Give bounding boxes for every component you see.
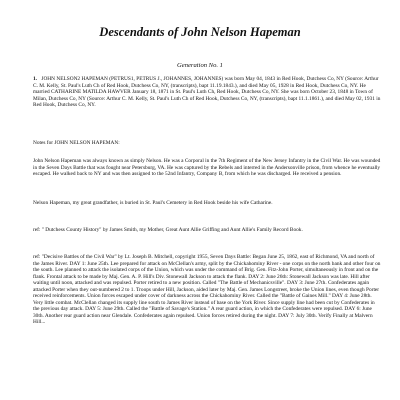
entry-number: 1. xyxy=(33,76,38,82)
reference-2-text: ref: "Decisive Battles of the Civil War" by Lt. Joseph B. Mitchell, copyright 1955, Seven Days Battle: Began June 25, 1862, east of Richmond, VA and north of the James River. DAY 1: June 25th. Lee prepared for attack on McClellan's army, split by the Chickahominy River - one corps on the north bank and other four on the south. Lee planned to attack the isolated corps of the Union, which was under the command of Brig. Gen. Fitz-John Porter, simultaneously in front and on the flank. Frontal attack to be made by Maj. Gen. A. P. Hill's Div. Stonewall Jackson to attack the flank. DAY 2: June 26th: Stonewall Jackson was late. Hill after waiting until noon, attacked and was repulsed. Porter retired to a new position. Called "The Battle of Mechanicsville". DAY 3: June 27th. Confederates again attacked Porter when they out-numbered 2 to 1. Troops under Hill, Jackson, aided later by Maj. Gen. James Longstreet, broke the Union lines, even though Porter received reinforcements. Union forces escaped under cover of darkness across the Chickahominy River. Called the "Battle of Gaines Mill." DAY 4: June 28th. Very little combat. McClellan changed its supply line south to James River instead of base on the York River. Since supply line had been cut by Confederates in the previous day attack. DAY 5: June 29th. Called the "Battle of Savage's Station." A rear guard action, in which the Confederates were repulsed. DAY 6: June 30th. Another rear guard action near Glendale. Confederates again repulsed. Union forces retired during the night. DAY 7: July 30th. Verify Finally at Malvern Hill... xyxy=(33,254,381,325)
genealogy-entry xyxy=(33,76,381,109)
reference-1 xyxy=(33,227,381,234)
reference-2 xyxy=(33,254,381,326)
document-title: Descendants of John Nelson Hapeman xyxy=(99,25,301,39)
notes-paragraph-1 xyxy=(33,158,381,178)
notes-heading xyxy=(33,140,381,147)
reference-1-text: ref: " Dutchess County History" by James Smith, my Mother, Great Aunt Allie Griffing and Aunt Allie's Family Record Book. xyxy=(33,227,303,233)
entry-text: JOHN NELSON2 HAPEMAN (PETRUS1, PETRUS J., JOHANNES, JOHANNES) was born May 04, 1843 in Red Hook, Dutchess Co, NY (Source: Arthur C. M. Kelly, St. Paul's Luth Ch of Red Hook, Dutchess Co, NY, (transcripts), bapt 11.19.1843.), and died May 05, 1928 in Red Hook, Dutchess Co, NY. He married CATHARINE MATILDA HAWVER January 18, 1871 in St. Paul's Luth Ch, Red Hook, Dutchess Co, NY. She was born October 23, 1848 in Town of Milan, Dutchess Co, NY (Source: Arthur C. M. Kelly, St. Paul's Luth Ch of Red Hook, Dutchess Co, NY, (transcripts), bapt 11.1.1861.), and died May 02, 1931 in Red Hook, Dutchess Co, NY. xyxy=(33,76,381,108)
notes-heading-text: Notes for JOHN NELSON HAPEMAN: xyxy=(33,140,120,146)
notes-paragraph-2 xyxy=(33,200,381,207)
notes-paragraph-1-text: John Nelson Hapeman was always known as simply Nelson. He was a Corporal in the 7th Regiment of the New Jersey Infantry in the Civil War. He was wounded in the Seven Days Battle that was fought near Petersburg, VA. He was captured by the Rebels and interred in the Andersonville prison, from whence he eventually escaped. He walked back to NY and was then assigned to the 52nd Infantry, Company B, from which he was discharged. He received a pension. xyxy=(33,158,381,177)
generation-heading: Generation No. 1 xyxy=(177,62,223,69)
notes-paragraph-2-text: Nelson Hapeman, my great grandfather, is buried in St. Paul's Cemetery in Red Hook beside his wife Catharine. xyxy=(33,200,273,206)
